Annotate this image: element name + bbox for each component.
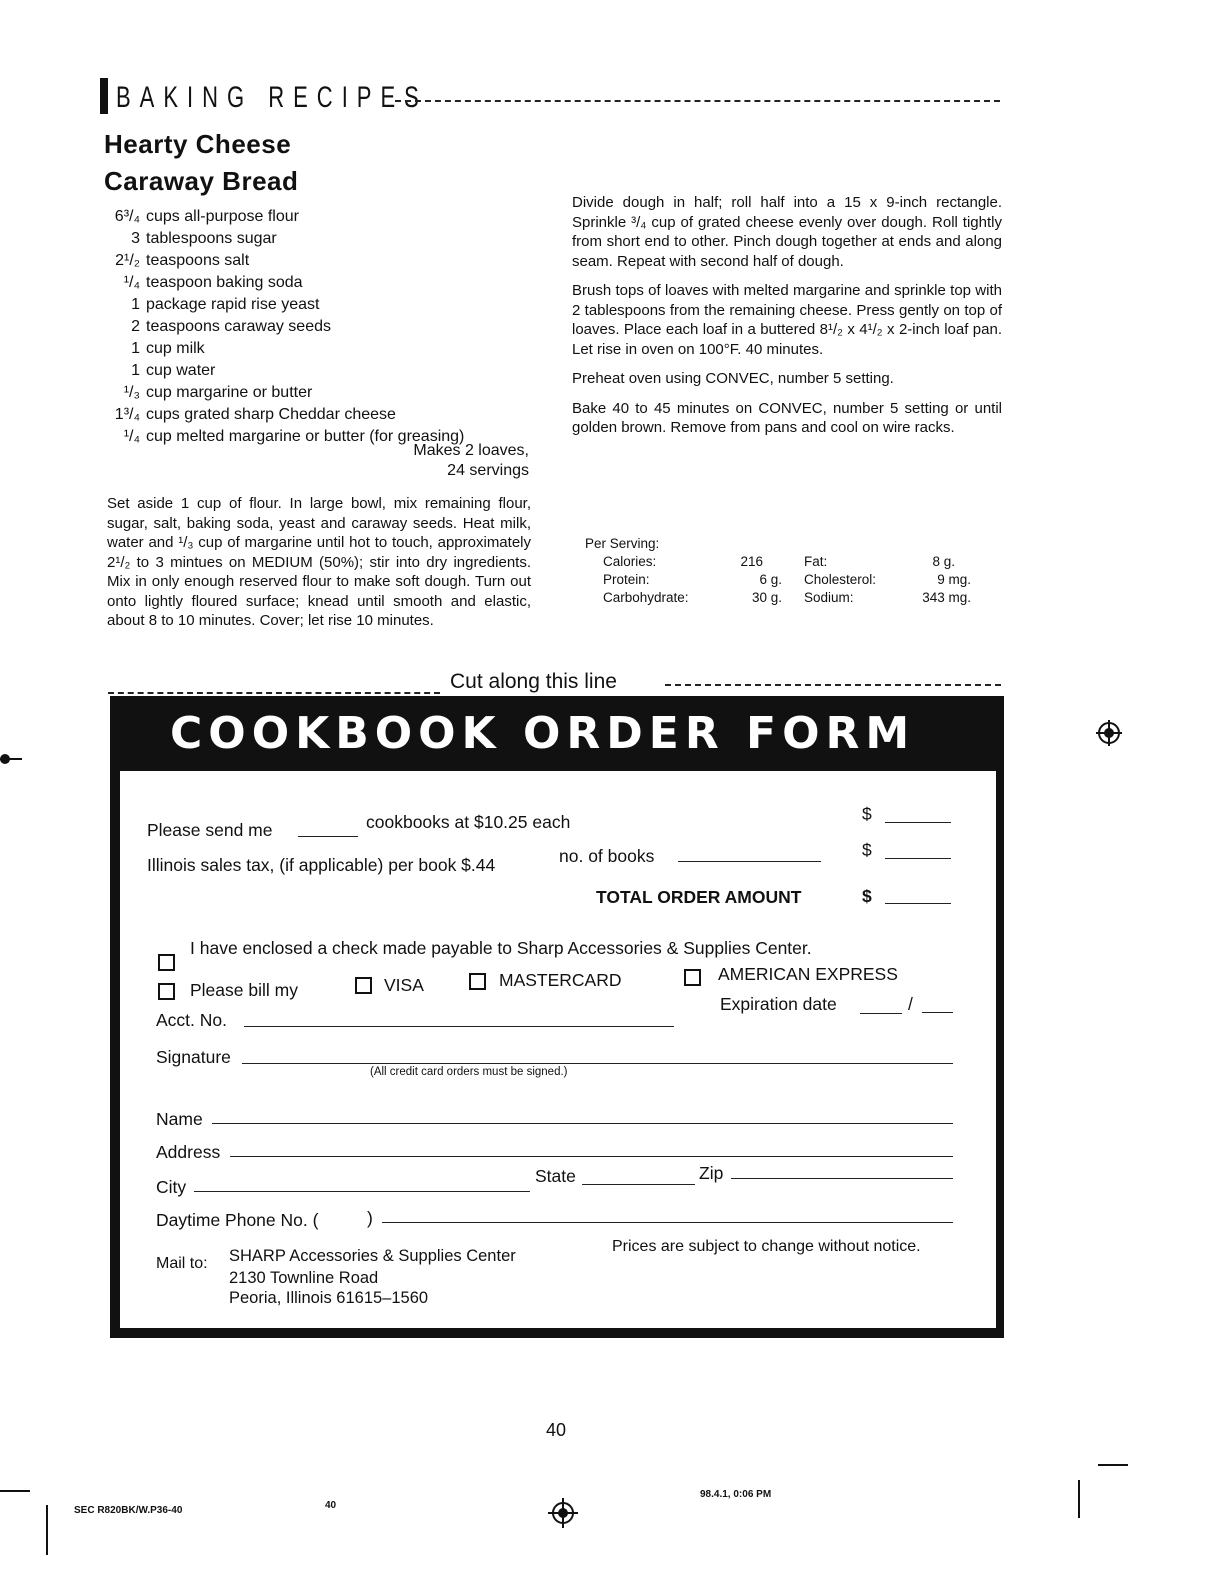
ingredient-text: cups all-purpose flour <box>146 208 299 225</box>
total-label: TOTAL ORDER AMOUNT <box>596 887 802 907</box>
ingredient-qty: 3 <box>131 230 140 247</box>
ingredient-text: teaspoon baking soda <box>146 274 303 291</box>
yield-line2: 24 servings <box>447 462 529 479</box>
ingredient-item <box>100 250 530 272</box>
ingredient-text: cup melted margarine or butter (for greasing) <box>146 428 465 445</box>
ingredient-qty: 1 <box>131 296 140 313</box>
crop-mark <box>46 1505 48 1555</box>
instructions-right <box>572 193 1002 448</box>
signature-label: Signature <box>156 1047 231 1067</box>
nutrition-value: 216 <box>740 554 763 569</box>
ingredient-qty: 6³/₄ <box>114 208 140 225</box>
ingredient-item <box>100 404 530 426</box>
yield-line1: Makes 2 loaves, <box>413 442 529 459</box>
nutrition-label: Calories: <box>603 554 657 569</box>
mail-address-line1: SHARP Accessories & Supplies Center <box>229 1247 516 1265</box>
cut-line-label: Cut along this line <box>450 670 617 693</box>
no-of-books-label: no. of books <box>559 846 655 866</box>
cookbooks-price-label: cookbooks at $10.25 each <box>366 812 571 832</box>
expiration-slash: / <box>908 994 913 1014</box>
section-title: BAKING RECIPES <box>116 80 428 114</box>
nutrition-label: Sodium: <box>804 590 854 605</box>
ingredient-text: teaspoons caraway seeds <box>146 318 331 335</box>
section-rule <box>395 100 1000 102</box>
ingredient-text: teaspoons salt <box>146 252 250 269</box>
state-field[interactable] <box>582 1184 695 1185</box>
check-option-label: I have enclosed a check made payable to Sharp Accessories & Supplies Center. <box>190 938 812 958</box>
recipe-yield <box>340 441 529 481</box>
name-label: Name <box>156 1109 203 1129</box>
ingredient-qty: 1 <box>131 340 140 357</box>
ingredient-item <box>100 294 530 316</box>
ingredient-text: cup water <box>146 362 216 379</box>
order-form-title: COOKBOOK ORDER FORM <box>170 708 916 759</box>
address-field[interactable] <box>230 1156 953 1157</box>
instruction-step: Bake 40 to 45 minutes on CONVEC, number 5 setting or until golden brown. Remove from pans and cool on wire racks. <box>572 399 1002 436</box>
ingredient-qty: 1 <box>131 362 140 379</box>
zip-field[interactable] <box>731 1178 953 1179</box>
signature-note: (All credit card orders must be signed.) <box>370 1066 568 1078</box>
cut-line-left <box>108 692 440 694</box>
nutrition-value: 6 g. <box>759 572 782 587</box>
ingredient-text: cups grated sharp Cheddar cheese <box>146 406 396 423</box>
amex-label: AMERICAN EXPRESS <box>718 964 898 984</box>
ingredient-qty: 2 <box>131 318 140 335</box>
subtotal-field[interactable] <box>885 822 951 823</box>
acct-no-field[interactable] <box>244 1026 674 1027</box>
ingredient-qty: 2¹/₂ <box>115 252 140 269</box>
instructions-left: Set aside 1 cup of flour. In large bowl, mix remaining flour, sugar, salt, baking soda, yeast and caraway seeds. Heat milk, water and ¹/₃ cup of margarine until hot to touch, approximately 2¹/₂ to 3 mintues on MEDIUM (50%); stir into dry ingredients. Mix in only enough reserved flour to make soft dough. Turn out onto lightly floured surface; knead until smooth and elastic, about 8 to 10 minutes. Cover; let rise 10 minutes. <box>107 495 531 629</box>
nutrition-label: Protein: <box>603 572 650 587</box>
no-of-books-field[interactable] <box>678 861 821 862</box>
registration-mark-right <box>1096 720 1122 746</box>
bill-my-checkbox[interactable] <box>158 983 175 1000</box>
recipe-title-line1: Hearty Cheese <box>104 129 292 159</box>
bill-my-label: Please bill my <box>190 980 298 1000</box>
crop-mark <box>0 1490 30 1492</box>
ingredient-text: cup margarine or butter <box>146 384 313 401</box>
ingredient-text: tablespoons sugar <box>146 230 277 247</box>
nutrition-value: 30 g. <box>751 590 782 605</box>
file-page: 40 <box>325 1500 337 1511</box>
total-field[interactable] <box>885 903 951 904</box>
recipe-title <box>104 126 298 200</box>
visa-label: VISA <box>384 975 424 995</box>
nutrition-value: 8 g. <box>932 554 955 569</box>
ingredient-item <box>100 272 530 294</box>
check-checkbox[interactable] <box>158 954 175 971</box>
ingredient-text: cup milk <box>146 340 205 357</box>
expiration-month-field[interactable] <box>860 1013 902 1014</box>
registration-mark-left <box>0 748 22 770</box>
mastercard-checkbox[interactable] <box>469 973 486 990</box>
nutrition-label: Carbohydrate: <box>603 590 689 605</box>
file-code: SEC R820BK/W.P36-40 <box>74 1505 183 1516</box>
ingredient-item <box>100 316 530 338</box>
tax-field[interactable] <box>885 858 951 859</box>
city-label: City <box>156 1177 187 1197</box>
ingredient-text: package rapid rise yeast <box>146 296 320 313</box>
acct-no-label: Acct. No. <box>156 1010 227 1030</box>
ingredient-qty: ¹/₄ <box>123 274 140 291</box>
name-field[interactable] <box>212 1123 953 1124</box>
prices-note: Prices are subject to change without notice. <box>612 1238 921 1255</box>
nutrition-label: Cholesterol: <box>804 572 877 587</box>
instruction-step: Brush tops of loaves with melted margarine and sprinkle top with 2 tablespoons from the remaining cheese. Press gently on top of loaves. Place each loaf in a buttered 8¹/₂ x 4¹/₂ x 2-inch loaf pan. Let rise in oven on 100°F. 40 minutes. <box>572 282 1002 358</box>
visa-checkbox[interactable] <box>355 977 372 994</box>
nutrition-heading: Per Serving: <box>585 536 660 551</box>
recipe-title-line2: Caraway Bread <box>104 166 299 196</box>
dollar-sign: $ <box>862 840 872 860</box>
dollar-sign: $ <box>862 804 872 824</box>
ingredient-item <box>100 338 530 360</box>
signature-field[interactable] <box>242 1063 953 1064</box>
crosshair-icon <box>1108 720 1110 746</box>
phone-close-paren: ) <box>367 1208 373 1228</box>
nutrition-value: 9 mg. <box>937 572 971 587</box>
instruction-step: Preheat oven using CONVEC, number 5 setting. <box>572 370 894 387</box>
mail-to-label: Mail to: <box>156 1255 208 1272</box>
instruction-step: Divide dough in half; roll half into a 15 x 9-inch rectangle. Sprinkle ³/₄ cup of grated cheese evenly over dough. Roll tightly from short end to other. Pinch dough together at ends and along seam. Repeat with second half of dough. <box>572 194 1002 270</box>
sales-tax-label: Illinois sales tax, (if applicable) per book $.44 <box>147 855 496 875</box>
page-number: 40 <box>546 1420 567 1440</box>
mail-address-line2: 2130 Townline Road <box>229 1269 379 1287</box>
address-label: Address <box>156 1142 221 1162</box>
crop-mark <box>1078 1480 1080 1518</box>
ingredient-item <box>100 206 530 228</box>
crop-mark <box>1098 1464 1128 1466</box>
phone-field[interactable] <box>382 1222 953 1223</box>
cut-line-right <box>665 684 1001 686</box>
nutrition-label: Fat: <box>804 554 828 569</box>
crosshair-icon <box>562 1498 564 1528</box>
ingredient-item <box>100 382 530 404</box>
crosshair-icon <box>0 758 22 760</box>
quantity-field[interactable] <box>298 836 358 837</box>
mastercard-label: MASTERCARD <box>499 970 622 990</box>
ingredient-qty: ¹/₃ <box>123 384 140 401</box>
ingredient-qty: ¹/₄ <box>123 428 140 445</box>
expiration-label: Expiration date <box>720 994 837 1014</box>
print-timestamp: 98.4.1, 0:06 PM <box>700 1489 772 1500</box>
city-field[interactable] <box>194 1191 530 1192</box>
ingredient-item <box>100 360 530 382</box>
ingredients-list <box>100 206 530 448</box>
nutrition-value: 343 mg. <box>922 590 971 605</box>
amex-checkbox[interactable] <box>684 969 701 986</box>
ingredient-item <box>100 228 530 250</box>
registration-mark-bottom <box>548 1498 578 1528</box>
mail-address-line3: Peoria, Illinois 61615–1560 <box>229 1289 429 1307</box>
send-me-label: Please send me <box>147 820 273 840</box>
ingredient-qty: 1³/₄ <box>114 406 140 423</box>
phone-label: Daytime Phone No. ( <box>156 1210 319 1230</box>
expiration-year-field[interactable] <box>922 1012 953 1013</box>
state-label: State <box>535 1166 576 1186</box>
zip-label: Zip <box>699 1163 724 1183</box>
dollar-sign: $ <box>862 886 872 906</box>
section-marker <box>100 78 108 114</box>
